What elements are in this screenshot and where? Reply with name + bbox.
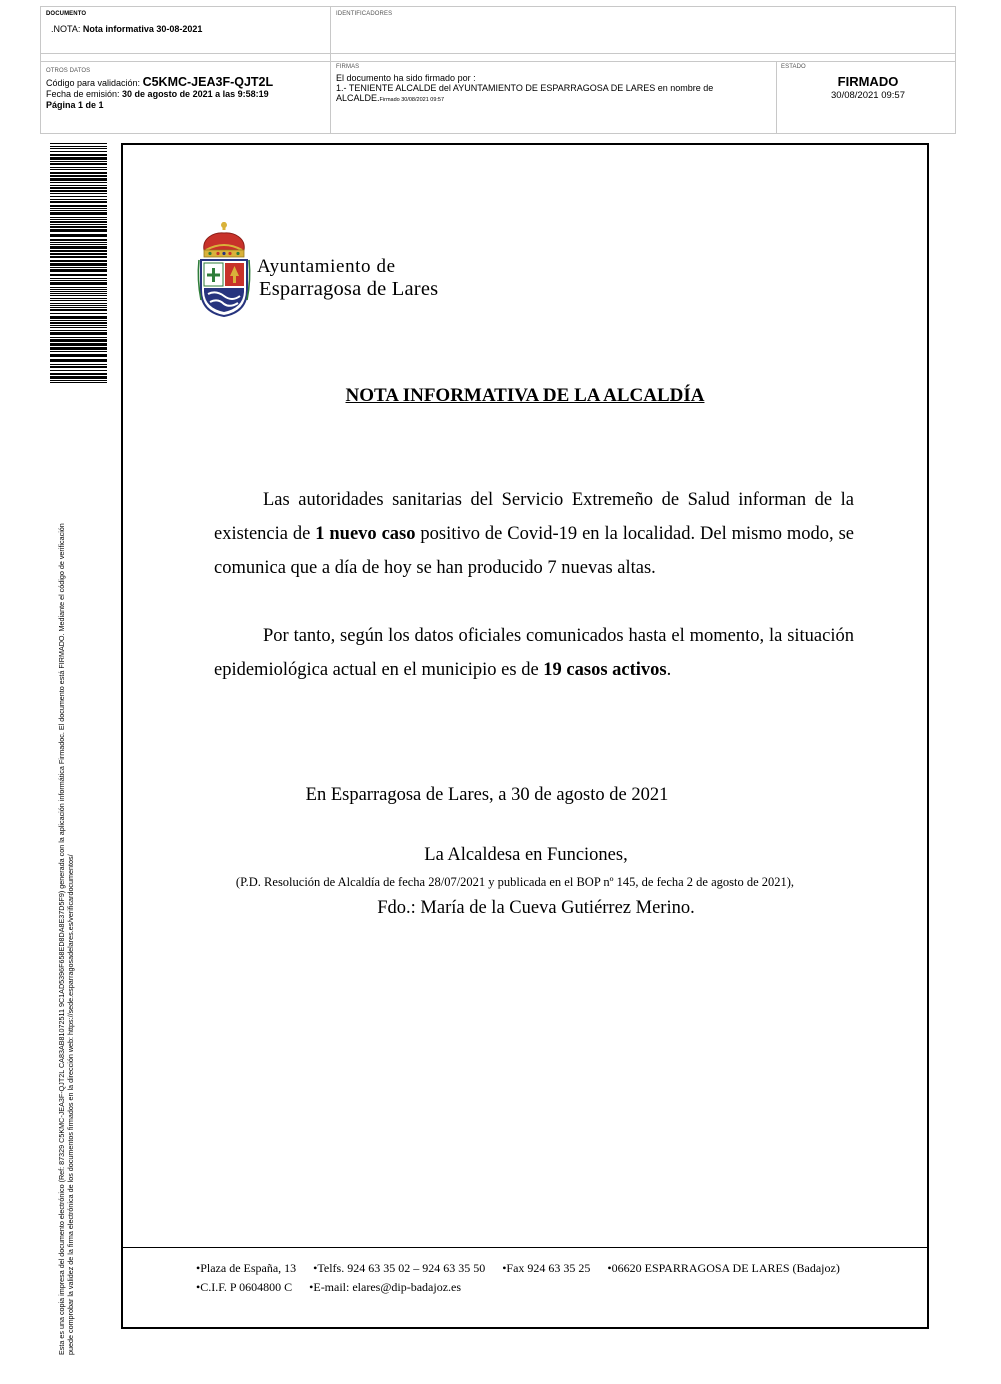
para2-active-cases: 19 casos activos bbox=[543, 660, 667, 680]
place-date: En Esparragosa de Lares, a 30 de agosto de 2021 bbox=[305, 785, 669, 805]
delegation-note: (P.D. Resolución de Alcaldía de fecha 28/07/2021 y publicada en el BOP nº 145, de fecha 2 de agosto de 2021), bbox=[235, 875, 795, 889]
documento-prefix: .NOTA: bbox=[51, 24, 83, 34]
footer-line2 bbox=[196, 1280, 475, 1295]
firmas-line2: 1.- TENIENTE ALCALDE del AYUNTAMIENTO DE ESPARRAGOSA DE LARES en nombre de bbox=[336, 83, 714, 93]
codigo-label: Código para validación: bbox=[46, 78, 143, 88]
footer-address: •Plaza de España, 13 bbox=[196, 1261, 297, 1275]
page-count: Página 1 de 1 bbox=[46, 100, 104, 110]
firmas-signed-at: Firmado 30/08/2021 09:57 bbox=[379, 97, 445, 103]
para1-text-a: Las autoridades sanitarias del Servicio Extremeño de Salud informan de la existencia de bbox=[214, 490, 854, 544]
footer-email: •E-mail: elares@dip-badajoz.es bbox=[309, 1280, 462, 1294]
estado-date: 30/08/2021 09:57 bbox=[831, 90, 905, 101]
footer-fax: •Fax 924 63 35 25 bbox=[502, 1261, 591, 1275]
verification-side-text bbox=[57, 385, 75, 1355]
documento-value: Nota informativa 30-08-2021 bbox=[82, 24, 203, 34]
signer-role: La Alcaldesa en Funciones, bbox=[424, 845, 628, 865]
footer-divider bbox=[121, 1247, 929, 1248]
para2-text-a: Por tanto, según los datos oficiales comunicados hasta el momento, la situación epidemiológica actual en el municipio es de bbox=[214, 626, 854, 680]
side-text-line2: puede comprobar la validez de la firma electrónica de los documentos firmados en la dirección web: https://sede.esparragosadelares.es/verificardocumentos/ bbox=[66, 854, 75, 1355]
barcode bbox=[50, 143, 107, 383]
coat-of-arms-logo bbox=[196, 220, 252, 318]
fecha-label: Fecha de emisión: bbox=[46, 89, 123, 99]
document-title: NOTA INFORMATIVA DE LA ALCALDÍA bbox=[345, 385, 705, 406]
estado-cell bbox=[781, 64, 955, 132]
estado-value: FIRMADO bbox=[837, 74, 899, 89]
org-name-line2: Esparragosa de Lares bbox=[259, 278, 439, 300]
validation-code: C5KMC-JEA3F-QJT2L bbox=[142, 75, 274, 89]
footer-cif: •C.I.F. P 0604800 C bbox=[196, 1280, 293, 1294]
footer-phones: •Telfs. 924 63 35 02 – 924 63 35 50 bbox=[313, 1261, 486, 1275]
documento-cell bbox=[46, 11, 326, 35]
footer-line1 bbox=[196, 1261, 854, 1276]
identificadores-label: IDENTIFICADORES bbox=[336, 11, 393, 17]
side-text-line1: Esta es una copia impresa del documento electrónico (Ref: 87329 C5KMC-JEA3F-QJT2L CA83AB81072511 9C1AD5396F658ED8DA8E37D5F9) generada con la aplicación informática Firmadoc. El documento está FIRMADO. Mediante el código de verificación bbox=[57, 523, 66, 1355]
org-name-line1: Ayuntamiento de bbox=[257, 256, 396, 277]
firmas-line3: ALCALDE. bbox=[336, 93, 380, 103]
signer-name: Fdo.: María de la Cueva Gutiérrez Merino. bbox=[377, 898, 695, 918]
firmas-line1: El documento ha sido firmado por : bbox=[336, 73, 476, 83]
firmas-label: FIRMAS bbox=[336, 64, 360, 70]
document-frame bbox=[121, 143, 929, 1329]
footer-city: •06620 ESPARRAGOSA DE LARES (Badajoz) bbox=[607, 1261, 840, 1275]
fecha-emision: 30 de agosto de 2021 a las 9:58:19 bbox=[122, 89, 269, 99]
signature-header-table bbox=[40, 6, 956, 134]
documento-label: DOCUMENTO bbox=[46, 11, 87, 17]
para1-new-case: 1 nuevo caso bbox=[315, 524, 416, 544]
identificadores-cell bbox=[336, 11, 736, 17]
firmas-cell bbox=[336, 64, 772, 105]
paragraph-active-cases bbox=[214, 619, 854, 687]
para1-text-c: positivo de Covid-19 en la localidad. Del mismo modo, se comunica que a día de hoy se han producido 7 nuevas altas. bbox=[214, 524, 854, 578]
otros-datos-label: OTROS DATOS bbox=[46, 68, 91, 74]
otros-datos-cell bbox=[46, 68, 328, 111]
para2-text-c: . bbox=[666, 660, 672, 680]
paragraph-new-case bbox=[214, 483, 854, 585]
estado-label: ESTADO bbox=[781, 64, 806, 70]
